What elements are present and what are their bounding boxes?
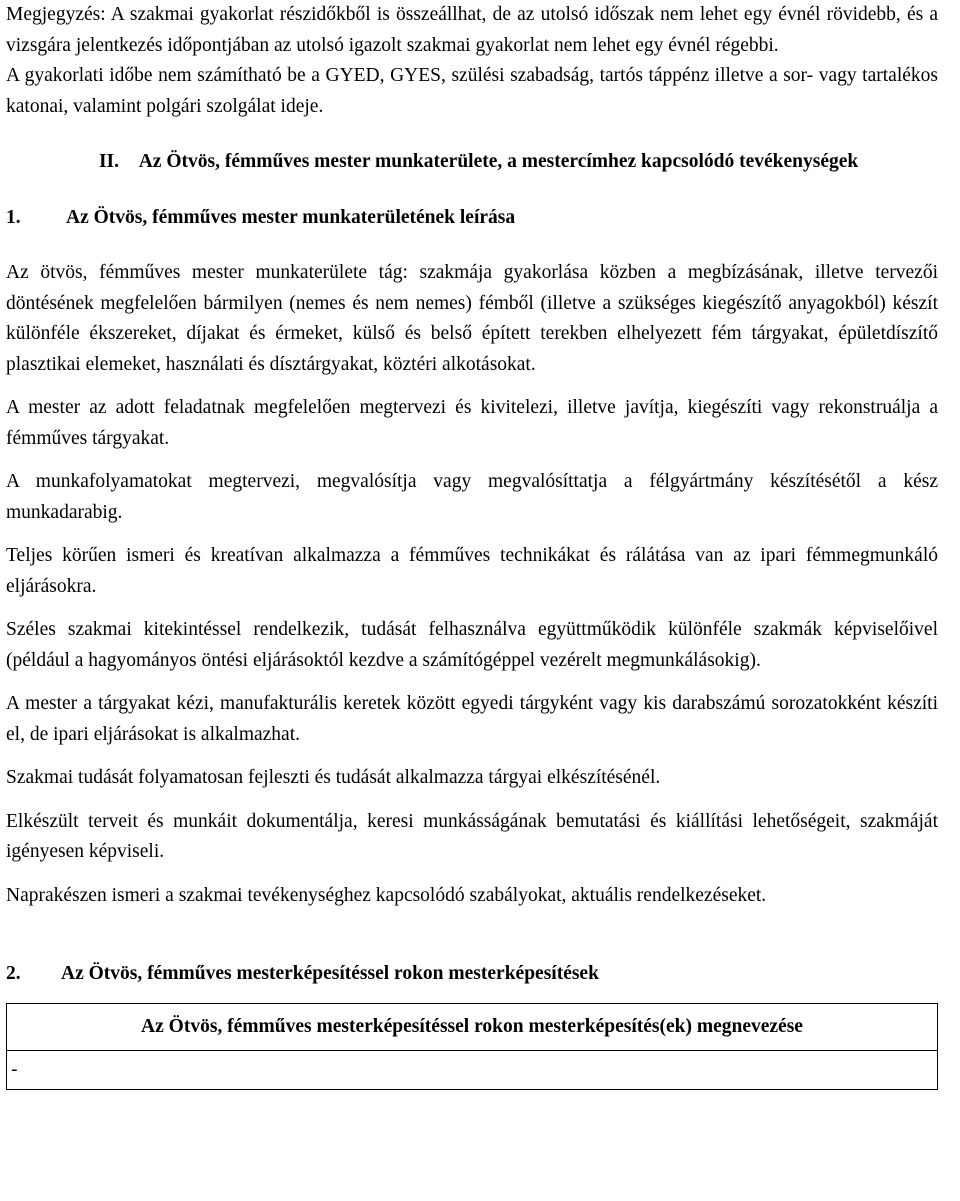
body-paragraph: Teljes körűen ismeri és kreatívan alkalmazza a fémműves technikákat és rálátása van az ipari fémmegmunkáló eljárásokra.	[6, 545, 938, 597]
body-paragraph: A munkafolyamatokat megtervezi, megvalósítja vagy megvalósíttatja a félgyártmány készítésétől a kész munkadarabig.	[6, 471, 938, 523]
subsection-1-number: 1.	[6, 207, 21, 228]
section-title: Az Ötvös, fémműves mester munkaterülete, a mestercímhez kapcsolódó tevékenységek	[138, 151, 859, 172]
subsection-2-heading	[6, 959, 938, 989]
body-paragraph: Széles szakmai kitekintéssel rendelkezik, tudását felhasználva együttműködik különféle szakmák képviselőivel (például a hagyományos öntési eljárásoktól kezdve a számítógéppel vezérelt megmunkálásokig).	[6, 619, 938, 671]
table-header-cell: Az Ötvös, fémműves mesterképesítéssel rokon mesterképesítés(ek) megnevezése	[7, 1004, 938, 1051]
body-paragraph: A mester a tárgyakat kézi, manufakturális keretek között egyedi tárgyként vagy kis darabszámú sorozatokként készíti el, de ipari eljárásokat is alkalmazhat.	[6, 693, 938, 745]
body-paragraph: Szakmai tudását folyamatosan fejleszti és tudását alkalmazza tárgyai elkészítésénél.	[6, 767, 661, 788]
subsection-1-heading	[6, 203, 938, 233]
related-qualifications-table	[6, 1003, 938, 1090]
section-number: II.	[98, 151, 119, 172]
document-page	[6, 0, 938, 1090]
subsection-2-number: 2.	[6, 963, 21, 984]
body-paragraph: Naprakészen ismeri a szakmai tevékenységhez kapcsolódó szabályokat, aktuális rendelkezéseket.	[6, 884, 767, 906]
table-row	[7, 1051, 938, 1090]
subsection-2-title: Az Ötvös, fémműves mesterképesítéssel rokon mesterképesítések	[61, 963, 599, 984]
practice-exclusion-paragraph: A gyakorlati időbe nem számítható be a GYED, GYES, szülési szabadság, tartós táppénz illetve a sor- vagy tartalékos katonai, valamint polgári szolgálat ideje.	[6, 65, 938, 117]
body-paragraph: Az ötvös, fémműves mester munkaterülete tág: szakmája gyakorlása közben a megbízásának, illetve tervezői döntésének megfelelően bármilyen (nemes és nem nemes) fémből (illetve a szükséges kiegészítő anyagokból) készít különféle ékszereket, díjakat és érmeket, külső és belső épített terekben elhelyezett fém tárgyakat, épületdíszítő plasztikai elemeket, használati és dísztárgyakat, köztéri alkotásokat.	[6, 262, 938, 375]
practice-note-paragraph: Megjegyzés: A szakmai gyakorlat részidőkből is összeállhat, de az utolsó időszak nem lehet egy évnél rövidebb, és a vizsgára jelentkezés időpontjában az utolsó igazolt szakmai gyakorlat nem lehet egy évnél régebbi.	[6, 4, 938, 56]
section-heading	[6, 147, 938, 177]
subsection-1-title: Az Ötvös, fémműves mester munkaterületének leírása	[66, 207, 516, 228]
subsection-1-body	[6, 258, 938, 911]
body-paragraph: A mester az adott feladatnak megfelelően megtervezi és kivitelezi, illetve javítja, kiegészíti vagy rekonstruálja a fémműves tárgyakat.	[6, 397, 938, 449]
body-paragraph: Elkészült terveit és munkáit dokumentálja, keresi munkásságának bemutatási és kiállítási lehetőségeit, szakmáját igényesen képviseli.	[6, 810, 938, 862]
table-cell: -	[7, 1051, 938, 1090]
